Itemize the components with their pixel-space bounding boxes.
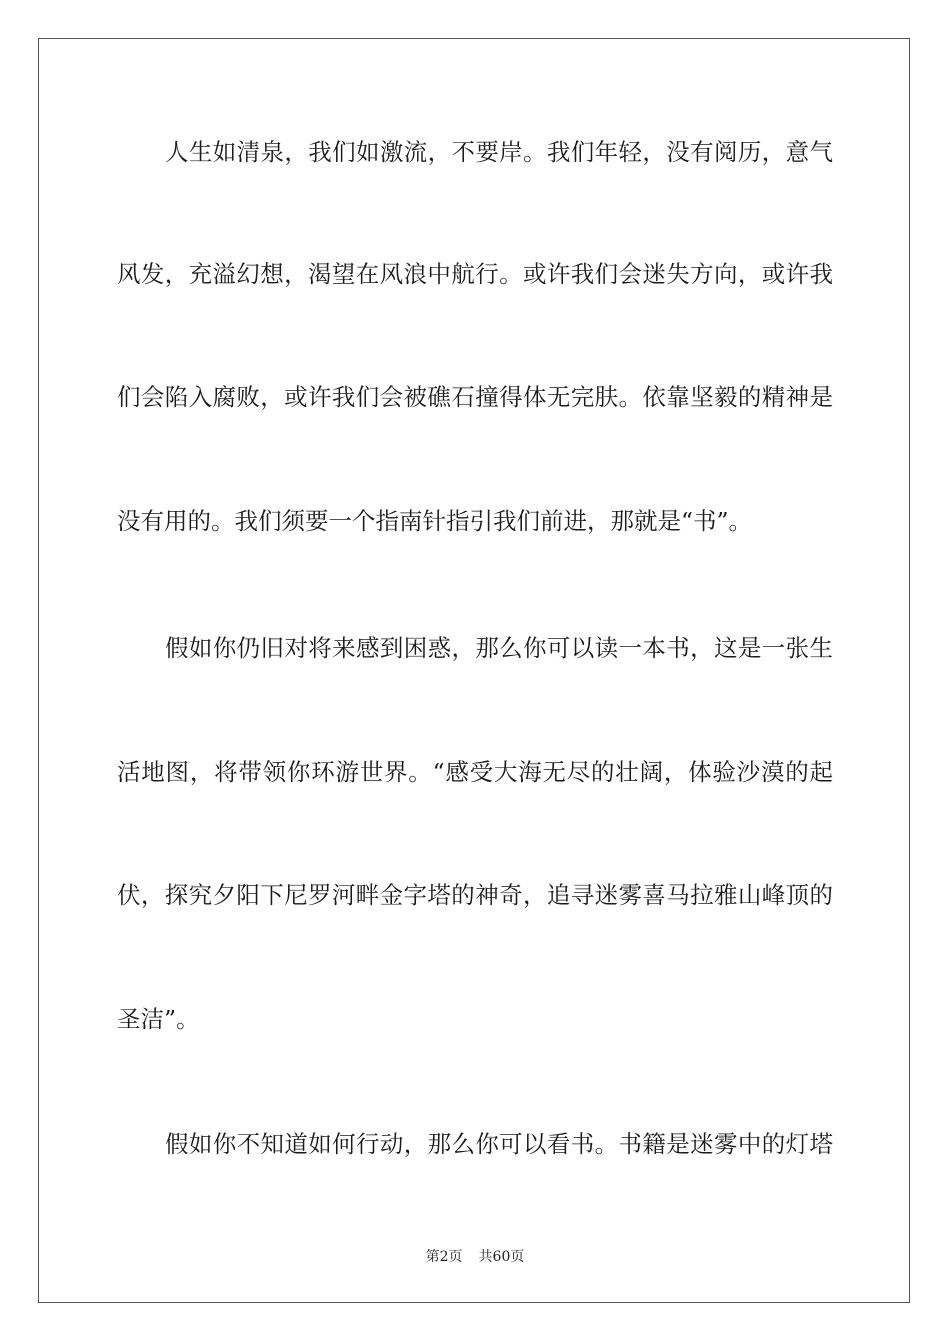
paragraph-2-line-2: 活地图，将带领你环游世界。“感受大海无尽的壮阔，体验沙漠的起 [117, 758, 833, 786]
paragraph-2-line-1: 假如你仍旧对将来感到困惑，那么你可以读一本书，这是一张生 [165, 634, 833, 662]
paragraph-1-line-4: 没有用的。我们须要一个指南针指引我们前进，那就是“书”。 [117, 507, 753, 535]
paragraph-2-line-3: 伏，探究夕阳下尼罗河畔金字塔的神奇，追寻迷雾喜马拉雅山峰顶的 [117, 881, 833, 909]
paragraph-1-line-2: 风发，充溢幻想，渴望在风浪中航行。或许我们会迷失方向，或许我 [117, 260, 833, 288]
paragraph-1-line-1: 人生如清泉，我们如激流，不要岸。我们年轻，没有阅历，意气 [165, 138, 833, 166]
page-total: 共60页 [478, 1249, 525, 1265]
paragraph-1-line-3: 们会陷入腐败，或许我们会被礁石撞得体无完肤。依靠坚毅的精神是 [117, 383, 833, 411]
page-footer [0, 1248, 950, 1266]
page-border [38, 38, 910, 1303]
paragraph-3-line-1: 假如你不知道如何行动，那么你可以看书。书籍是迷雾中的灯塔 [165, 1130, 833, 1158]
page-number: 第2页 [425, 1249, 463, 1265]
paragraph-2-line-4: 圣洁”。 [117, 1005, 200, 1033]
